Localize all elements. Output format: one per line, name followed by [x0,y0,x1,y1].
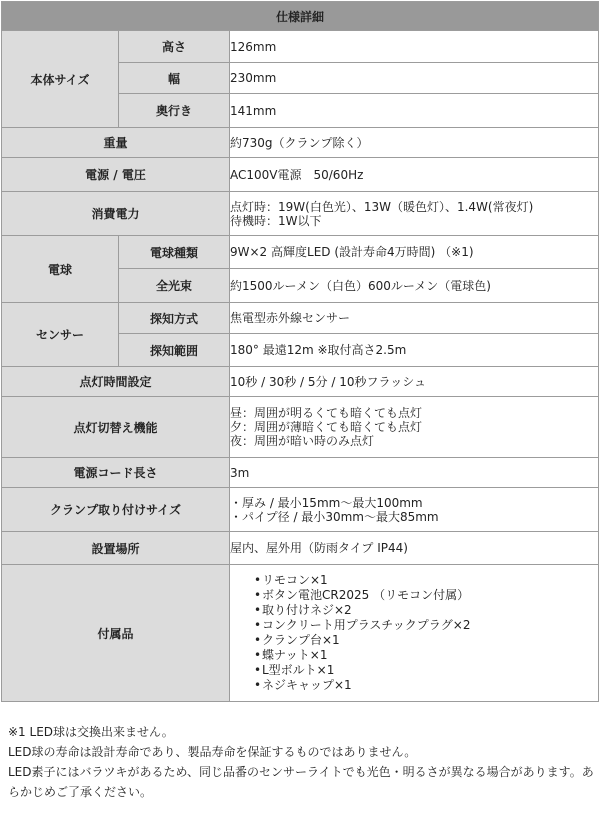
power-label: 電源 / 電圧 [2,158,230,192]
table-row [2,367,599,397]
depth-value: 141mm [230,94,599,128]
sensor-label: センサー [2,303,119,367]
timer-label: 点灯時間設定 [2,367,230,397]
accessories-list [230,573,598,693]
footnote: ※1 LED球は交換出来ません。 [8,725,174,739]
width-label: 幅 [119,63,230,94]
list-item: • クランプ台×1 [262,633,598,648]
height-label: 高さ [119,31,230,63]
consumption-label: 消費電力 [2,192,230,236]
clamp-label: クランプ取り付けサイズ [2,488,230,532]
switch-mode-line: 夕：周囲が薄暗くても暗くても点灯 [230,420,423,434]
list-item: • L型ボルト×1 [262,663,598,678]
list-item: • コンクリート用プラスチックプラグ×2 [262,618,598,633]
list-item: • ネジキャップ×1 [262,678,598,693]
table-row [2,397,599,458]
width-value: 230mm [230,63,599,94]
sensor-range-label: 探知範囲 [119,334,230,367]
location-value: 屋内、屋外用（防雨タイプ IP44) [230,532,599,565]
cord-label: 電源コード長さ [2,458,230,488]
accessories-value [230,565,599,702]
table-row [2,31,599,63]
consumption-value [230,192,599,236]
table-row [2,158,599,192]
weight-label: 重量 [2,128,230,158]
table-title: 仕様詳細 [2,2,599,31]
accessories-label: 付属品 [2,565,230,702]
list-item: • 蝶ナット×1 [262,648,598,663]
list-item: • ボタン電池CR2025 （リモコン付属） [262,588,598,603]
bulb-label: 電球 [2,236,119,303]
cord-value: 3m [230,458,599,488]
consumption-line: 待機時：1W以下 [230,213,322,228]
timer-value: 10秒 / 30秒 / 5分 / 10秒フラッシュ [230,367,599,397]
switch-mode-line: 昼：周囲が明るくても暗くても点灯 [230,406,423,420]
location-label: 設置場所 [2,532,230,565]
sensor-method-value: 焦電型赤外線センサー [230,303,599,334]
weight-value: 約730g（クランプ除く） [230,128,599,158]
switch-mode-line: 夜：周囲が暗い時のみ点灯 [230,434,375,448]
table-row [2,488,599,532]
lumen-label: 全光束 [119,269,230,303]
table-row [2,128,599,158]
sensor-method-label: 探知方式 [119,303,230,334]
list-item: • リモコン×1 [262,573,598,588]
clamp-line: ・厚み / 最小15mm～最大100mm [230,495,423,510]
table-row [2,303,599,334]
table-row [2,532,599,565]
table-row [2,192,599,236]
clamp-line: ・パイプ径 / 最小30mm～最大85mm [230,509,439,524]
lumen-value: 約1500ルーメン（白色）600ルーメン（電球色) [230,269,599,303]
clamp-value [230,488,599,532]
bulb-type-value: 9W×2 高輝度LED (設計寿命4万時間) （※1) [230,236,599,269]
list-item: • 取り付けネジ×2 [262,603,598,618]
footnote: LED素子にはバラツキがあるため、同じ品番のセンサーライトでも光色・明るさが異なる場合があります。あらかじめご了承ください。 [8,765,594,799]
table-row [2,565,599,702]
switch-mode-value [230,397,599,458]
table-row [2,458,599,488]
bulb-type-label: 電球種類 [119,236,230,269]
table-row [2,236,599,269]
body-size-label: 本体サイズ [2,31,119,128]
spec-table [1,1,599,702]
switch-mode-label: 点灯切替え機能 [2,397,230,458]
footnote: LED球の寿命は設計寿命であり、製品寿命を保証するものではありません。 [8,745,417,759]
depth-label: 奥行き [119,94,230,128]
height-value: 126mm [230,31,599,63]
sensor-range-value: 180° 最遠12m ※取付高さ2.5m [230,334,599,367]
footnotes [8,722,594,802]
consumption-line: 点灯時：19W(白色光）、13W（暖色灯）、1.4W(常夜灯) [230,199,534,214]
power-value: AC100V電源 50/60Hz [230,158,599,192]
